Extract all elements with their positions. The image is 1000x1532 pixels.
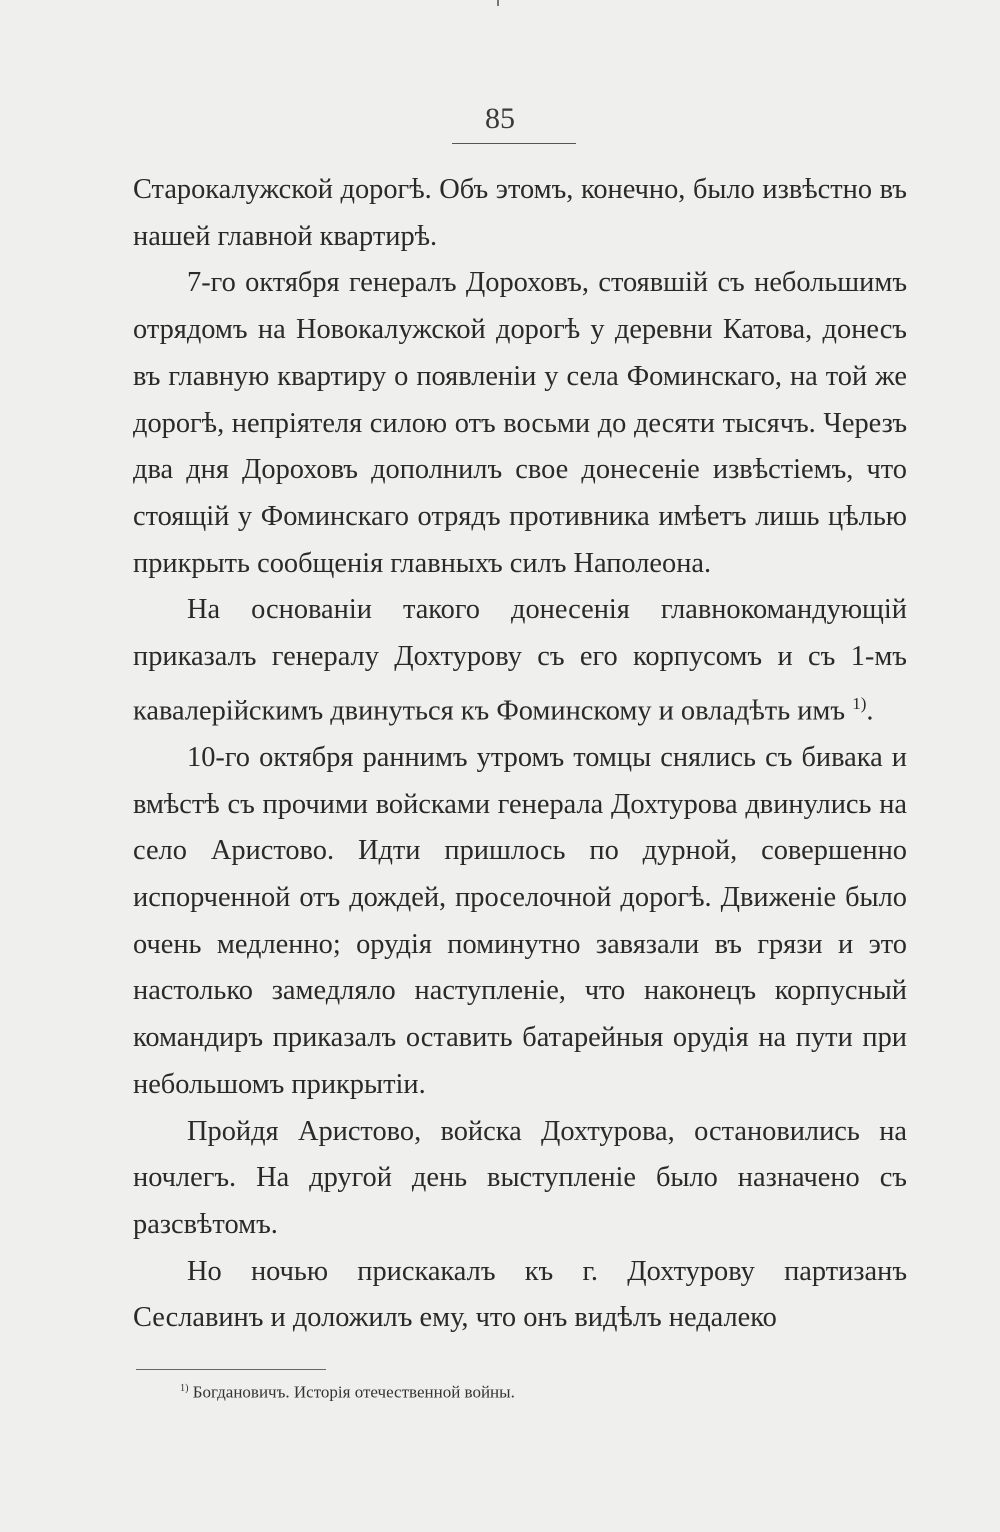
footnote-text: Богдановичъ. Исторія отечественной войны. <box>188 1382 515 1402</box>
paragraph-3 <box>133 587 907 735</box>
paragraph-5: Пройдя Аристово, войска Дохтурова, остановились на ночлегъ. На другой день выступленіе было назначено съ разсвѣтомъ. <box>133 1115 907 1240</box>
paragraph-3-text: На основаніи такого донесенія главнокомандующій приказалъ генералу Дохтурову съ его корпусомъ и съ 1-мъ кавалерійскимъ двинуться къ Фоминскому и овладѣть имъ <box>133 594 907 727</box>
paragraph-2: 7-го октября генералъ Дороховъ, стоявшій съ небольшимъ отрядомъ на Новокалужской дорогѣ у деревни Катова, донесъ въ главную квартиру о появленіи у села Фоминскаго, на той же дорогѣ, непріятеля силою отъ восьми до десяти тысячъ. Черезъ два дня Дороховъ дополнилъ свое донесеніе извѣстіемъ, что стоящій у Фоминскаго отрядъ противника имѣетъ лишь цѣлью прикрыть сообщенія главныхъ силъ Наполеона. <box>133 267 907 579</box>
footnote-rule <box>136 1369 326 1370</box>
footnote-marker: 1) <box>180 1383 189 1394</box>
paragraph-1: Старокалужской дорогѣ. Объ этомъ, конечно, было извѣстно въ нашей главной квартирѣ. <box>133 174 907 252</box>
paragraph-6: Но ночью прискакалъ къ г. Дохтурову партизанъ Сеславинъ и доложилъ ему, что онъ видѣлъ недалеко <box>133 1255 907 1334</box>
page-number-rule <box>452 143 576 144</box>
paragraph-4: 10-го октября раннимъ утромъ томцы снялись съ бивака и вмѣстѣ съ прочими войсками генерала Дохтурова двинулись на село Аристово. Идти пришлось по дурной, совершенно испорченной отъ дождей, проселочной дорогѣ. Движеніе было очень медленно; орудія поминутно завязали въ грязи и это настолько замедляло наступленіе, что наконецъ корпусный командиръ приказалъ оставить батарейныя орудія на пути при небольшомъ прикрытіи. <box>133 741 907 1100</box>
body-text <box>133 167 907 1342</box>
footnote <box>180 1377 900 1405</box>
top-margin-mark <box>497 0 499 6</box>
paragraph-3-tail: . <box>866 695 874 727</box>
footnote-reference: 1) <box>852 693 867 713</box>
page-number: 85 <box>485 102 515 135</box>
